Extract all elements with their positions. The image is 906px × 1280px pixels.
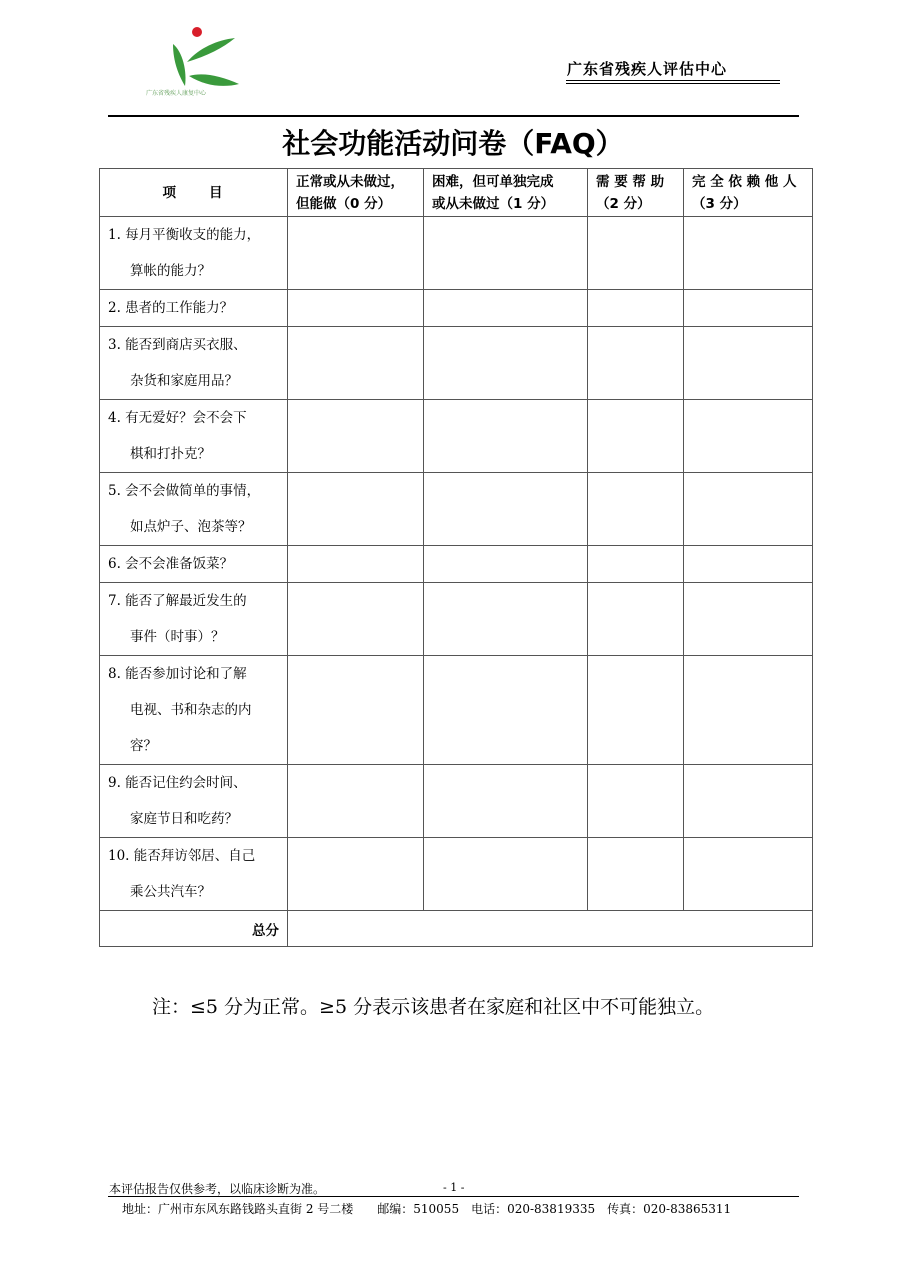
table-row bbox=[100, 838, 813, 911]
org-underline bbox=[566, 80, 780, 81]
table-row bbox=[100, 217, 813, 290]
score-cell[interactable] bbox=[288, 400, 424, 473]
score-cell[interactable] bbox=[684, 838, 813, 911]
score-cell[interactable] bbox=[424, 327, 588, 400]
total-row bbox=[100, 911, 813, 947]
header-rule bbox=[108, 115, 799, 117]
score-cell[interactable] bbox=[288, 838, 424, 911]
score-cell[interactable] bbox=[424, 290, 588, 327]
item-label: 10. 能否拜访邻居、自己 乘公共汽车？ bbox=[100, 838, 288, 911]
score-cell[interactable] bbox=[288, 290, 424, 327]
score-cell[interactable] bbox=[684, 217, 813, 290]
note-text: 注：≤5 分为正常。≥5 分表示该患者在家庭和社区中不可能独立。 bbox=[152, 996, 715, 1018]
score-cell[interactable] bbox=[288, 765, 424, 838]
total-label: 总分 bbox=[100, 911, 288, 947]
footer-rule bbox=[108, 1196, 799, 1197]
column-header: 困难，但可单独完成 或从未做过（1 分） bbox=[424, 169, 588, 217]
table-row bbox=[100, 327, 813, 400]
table-row bbox=[100, 473, 813, 546]
item-label: 5. 会不会做简单的事情， 如点炉子、泡茶等？ bbox=[100, 473, 288, 546]
column-header: 正常或从未做过， 但能做（0 分） bbox=[288, 169, 424, 217]
score-cell[interactable] bbox=[684, 400, 813, 473]
org-underline-2 bbox=[566, 83, 780, 84]
item-label: 3. 能否到商店买衣服、 杂货和家庭用品？ bbox=[100, 327, 288, 400]
score-cell[interactable] bbox=[588, 290, 684, 327]
score-cell[interactable] bbox=[424, 838, 588, 911]
item-label: 7. 能否了解最近发生的 事件（时事）？ bbox=[100, 583, 288, 656]
score-cell[interactable] bbox=[424, 583, 588, 656]
table-row bbox=[100, 583, 813, 656]
score-cell[interactable] bbox=[588, 327, 684, 400]
score-cell[interactable] bbox=[288, 217, 424, 290]
score-cell[interactable] bbox=[684, 473, 813, 546]
score-cell[interactable] bbox=[588, 546, 684, 583]
footer-disclaimer: 本评估报告仅供参考，以临床诊断为准。 bbox=[109, 1182, 326, 1196]
score-cell[interactable] bbox=[588, 217, 684, 290]
table-row bbox=[100, 400, 813, 473]
item-label: 9. 能否记住约会时间、 家庭节日和吃药？ bbox=[100, 765, 288, 838]
score-cell[interactable] bbox=[684, 546, 813, 583]
item-label: 8. 能否参加讨论和了解 电视、书和杂志的内 容？ bbox=[100, 656, 288, 765]
item-label: 2. 患者的工作能力？ bbox=[100, 290, 288, 327]
score-cell[interactable] bbox=[424, 473, 588, 546]
table-row bbox=[100, 546, 813, 583]
score-cell[interactable] bbox=[288, 473, 424, 546]
item-label: 1. 每月平衡收支的能力， 算帐的能力？ bbox=[100, 217, 288, 290]
score-cell[interactable] bbox=[424, 765, 588, 838]
score-cell[interactable] bbox=[288, 656, 424, 765]
faq-table bbox=[99, 168, 813, 947]
total-score-cell[interactable] bbox=[288, 911, 813, 947]
footer-address: 地址：广州市东风东路钱路头直街 2 号二楼 邮编：510055 电话：020-83819335 传真：020-83865311 bbox=[122, 1202, 732, 1216]
score-cell[interactable] bbox=[684, 656, 813, 765]
score-cell[interactable] bbox=[588, 400, 684, 473]
table-row bbox=[100, 290, 813, 327]
score-cell[interactable] bbox=[424, 217, 588, 290]
score-cell[interactable] bbox=[288, 546, 424, 583]
score-cell[interactable] bbox=[424, 400, 588, 473]
page-number: - 1 - bbox=[443, 1181, 465, 1194]
table-header-row bbox=[100, 169, 813, 217]
score-cell[interactable] bbox=[424, 546, 588, 583]
score-cell[interactable] bbox=[588, 473, 684, 546]
score-cell[interactable] bbox=[588, 838, 684, 911]
item-label: 4. 有无爱好？会不会下 棋和打扑克？ bbox=[100, 400, 288, 473]
page-title: 社会功能活动问卷（FAQ） bbox=[282, 127, 624, 160]
column-header: 需 要 帮 助 （2 分） bbox=[588, 169, 684, 217]
logo-caption: 广东省残疾人康复中心 bbox=[146, 90, 207, 97]
org-name: 广东省残疾人评估中心 bbox=[567, 60, 728, 78]
score-cell[interactable] bbox=[684, 765, 813, 838]
item-label: 6. 会不会准备饭菜？ bbox=[100, 546, 288, 583]
score-cell[interactable] bbox=[288, 583, 424, 656]
table-row bbox=[100, 765, 813, 838]
score-cell[interactable] bbox=[588, 656, 684, 765]
score-cell[interactable] bbox=[588, 765, 684, 838]
score-cell[interactable] bbox=[288, 327, 424, 400]
score-cell[interactable] bbox=[684, 327, 813, 400]
table-row bbox=[100, 656, 813, 765]
column-header: 完 全 依 赖 他 人 （3 分） bbox=[684, 169, 813, 217]
score-cell[interactable] bbox=[684, 290, 813, 327]
score-cell[interactable] bbox=[588, 583, 684, 656]
column-header: 项 目 bbox=[100, 169, 288, 217]
score-cell[interactable] bbox=[424, 656, 588, 765]
score-cell[interactable] bbox=[684, 583, 813, 656]
